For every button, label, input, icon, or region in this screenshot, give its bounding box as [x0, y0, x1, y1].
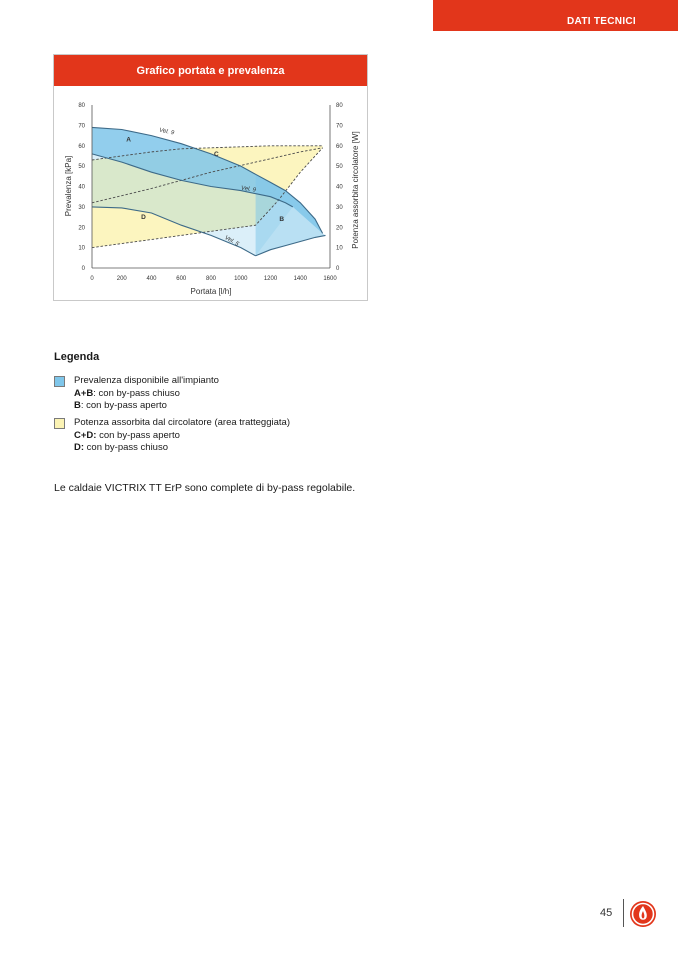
y2-tick-label: 0: [336, 266, 340, 272]
legend-key-b: B: [74, 400, 81, 411]
legend-text-d: con by-pass chiuso: [84, 442, 168, 453]
flame-logo-icon: [628, 899, 658, 929]
legend-key-ab: A+B: [74, 387, 94, 399]
y2-tick-label: 30: [336, 204, 343, 211]
y-tick-label: 10: [78, 245, 85, 252]
x-tick-label: 1000: [234, 276, 248, 282]
region-label-d: D: [141, 214, 146, 222]
y2-axis-title: Potenza assorbita circolatore [W]: [351, 131, 360, 249]
curve-label-vel5: Vel. 5: [223, 234, 240, 248]
y-tick-label: 40: [78, 184, 85, 191]
y-tick-label: 50: [78, 164, 85, 171]
y2-tick-label: 60: [336, 143, 343, 150]
x-tick-label: 1400: [293, 276, 307, 282]
section-header: DATI TECNICI: [433, 0, 678, 31]
region-label-c: C: [213, 150, 219, 158]
x-tick-label: 0: [90, 276, 94, 282]
legend-key-d: D:: [74, 442, 85, 453]
page-number: 45: [600, 907, 613, 919]
y-tick-label: 80: [78, 103, 85, 109]
footer-divider: [623, 899, 624, 927]
pressure-area-b: [256, 174, 326, 256]
legend-swatch-blue: [54, 376, 65, 387]
y2-tick-label: 10: [336, 245, 343, 252]
bypass-note: Le caldaie VICTRIX TT ErP sono complete di by-pass regolabile.: [54, 482, 356, 494]
legend-swatch-yellow: [54, 418, 65, 429]
y-tick-label: 0: [81, 266, 85, 272]
legend-title: Legenda: [54, 351, 100, 363]
region-label-a: A: [126, 136, 131, 144]
y-tick-label: 20: [78, 225, 85, 232]
legend-pressure-label: Prevalenza disponibile all'impianto: [74, 375, 219, 386]
legend-power-label: Potenza assorbita dal circolatore (area tratteggiata): [74, 417, 290, 428]
y2-tick-label: 70: [336, 123, 343, 130]
x-tick-label: 600: [176, 276, 187, 282]
chart-title: Grafico portata e prevalenza: [54, 55, 367, 86]
x-tick-label: 1600: [323, 276, 337, 282]
region-label-b: B: [279, 216, 285, 224]
y2-tick-label: 80: [336, 103, 343, 109]
x-tick-label: 1200: [263, 276, 278, 282]
curve-label-vel9-lower: Vel. 9: [240, 185, 257, 194]
legend-text-ab: : con by-pass chiuso: [93, 387, 180, 399]
y2-tick-label: 40: [336, 184, 343, 191]
y2-tick-label: 20: [336, 225, 343, 232]
x-axis-title: Portata [l/h]: [190, 287, 232, 296]
legend-key-cd: C+D:: [74, 429, 97, 441]
legend-text-cd: con by-pass aperto: [96, 429, 180, 441]
chart-panel: [53, 54, 368, 301]
flow-head-chart: [54, 86, 367, 300]
y-tick-label: 70: [78, 123, 85, 130]
legend-text-b: : con by-pass aperto: [80, 400, 167, 411]
y-tick-label: 30: [78, 204, 85, 211]
x-tick-label: 200: [116, 276, 127, 282]
y2-tick-label: 50: [336, 164, 343, 171]
x-tick-label: 400: [146, 276, 157, 282]
y-tick-label: 60: [78, 143, 85, 150]
x-tick-label: 800: [205, 276, 217, 282]
y-axis-title: Prevalenza [kPa]: [64, 155, 73, 217]
curve-label-vel9-upper: Vel. 9: [158, 127, 175, 137]
